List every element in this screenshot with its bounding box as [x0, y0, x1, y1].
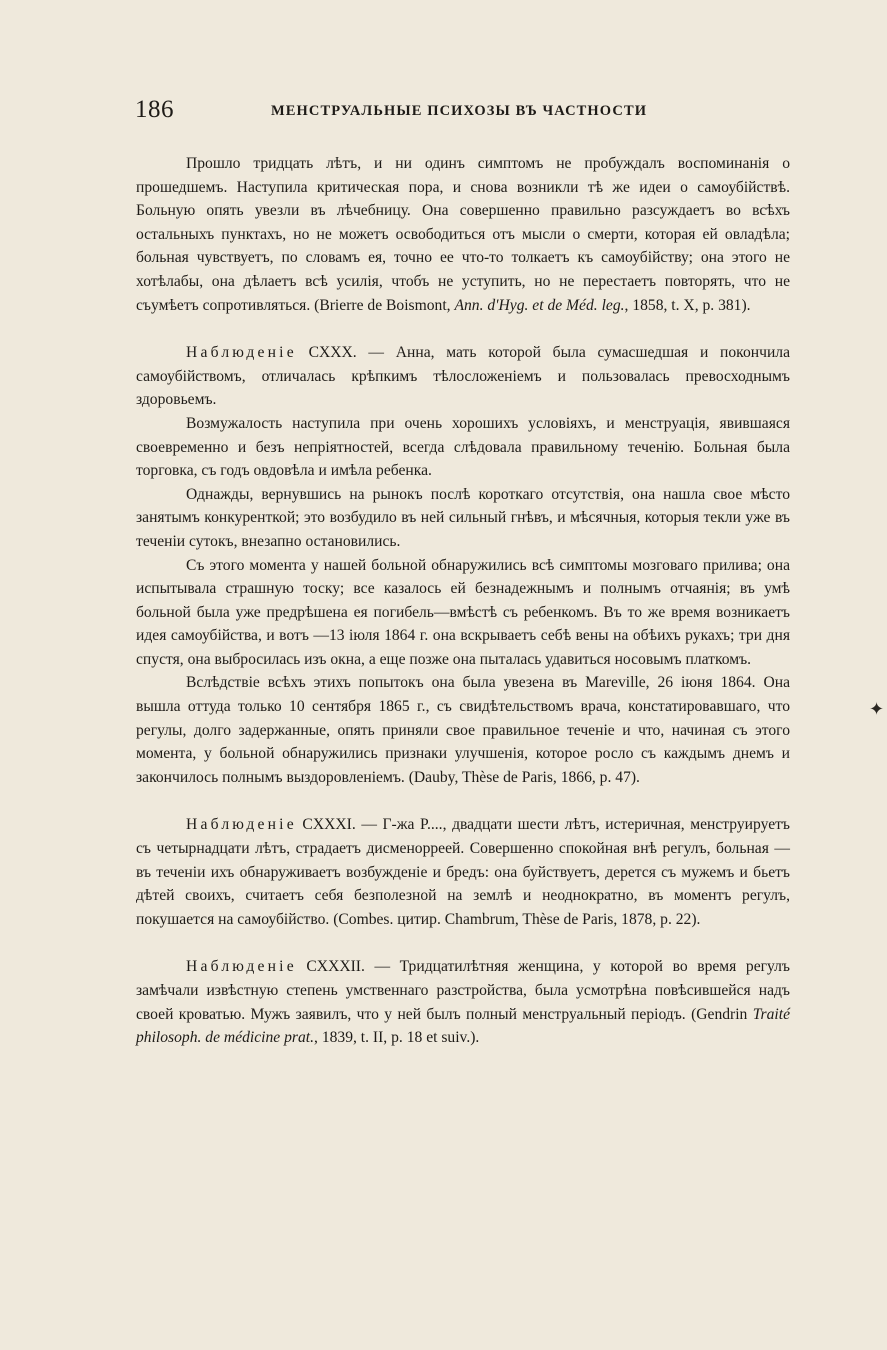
observation-label: Наблюденіе: [186, 958, 297, 976]
citation-title: Traité philosoph. de médicine prat.: [136, 1005, 790, 1047]
observation-label: Наблюденіе: [186, 344, 297, 362]
observation-label: Наблюденіе: [186, 816, 297, 834]
observation-text: CXXXII. — Тридцатилѣтняя женщина, у которой во время регулъ замѣчали извѣстную степень умственнаго разстройства, была усмотрѣна повѣсившейся надъ своей кроватью. Мужъ заявилъ, что у ней былъ полный менструальный періодъ. (Gendrin: [136, 958, 790, 1023]
paragraph-puberty: Возмужалость наступила при очень хорошихъ условіяхъ, и менструація, явившаяся своевременно и безъ непріятностей, всегда слѣдовала правильному теченію. Больная была торговка, съ годъ овдовѣла и имѣла ребенка.: [136, 414, 790, 480]
citation-details: , 1839, t. II, p. 18 et suiv.).: [314, 1029, 480, 1047]
running-title: МЕНСТРУАЛЬНЫЕ ПСИХОЗЫ ВЪ ЧАСТНОСТИ: [271, 103, 648, 119]
section-gap: [136, 789, 790, 813]
observation-text: CXXX. — Анна, мать которой была сумасшедшая и покончила самоубійствомъ, отличалась крѣпкимъ тѣлосложеніемъ и пользовалась превосходнымъ здоровьемъ.: [136, 344, 790, 409]
paragraph-intro: [136, 152, 790, 317]
section-gap: [136, 317, 790, 341]
running-head: [135, 96, 765, 128]
paragraph-recovery: Вслѣдствіе всѣхъ этихъ попытокъ она была увезена въ Mareville, 26 іюня 1864. Она вышла оттуда только 10 сентября 1865 г., съ свидѣтельствомъ врача, констатировавшаго, что регулы, долго задержанные, опять приняли свое правильное теченіе и что, начиная съ этого момента, у больной обнаружились признаки улучшенія, которое росло съ каждымъ днемъ и закончилось полнымъ выздоровленіемъ. (Dauby, Thèse de Paris, 1866, p. 47).: [136, 674, 790, 786]
body-text: [136, 152, 790, 1050]
page-number: 186: [135, 96, 174, 123]
citation-details: , 1858, t. X, p. 381).: [624, 296, 751, 314]
observation-130: [136, 341, 790, 412]
paragraph-text: Прошло тридцать лѣтъ, и ни одинъ симптомъ не пробуждалъ воспоминанія о прошедшемъ. Наступила критическая пора, и снова возникли тѣ же идеи о самоубійствѣ. Больную опять увезли въ лѣчебницу. Она совершенно правильно разсуждаетъ во всѣхъ остальныхъ пунктахъ, но не можетъ освободиться отъ мысли о смерти, которая ей овладѣла; больная чувствуетъ, по словамъ ея, точно ее что-то толкаетъ къ самоубійству; она этого не хотѣлабы, она дѣлаетъ всѣ усилія, чтобъ не уступить, но не перестаетъ повторять, что не съумѣетъ сопротивляться. (Brierre de Boismont,: [136, 155, 790, 314]
observation-132: [136, 955, 790, 1049]
citation-title: Ann. d'Hyg. et de Méd. leg.: [454, 296, 625, 314]
paragraph-market: Однажды, вернувшись на рынокъ послѣ короткаго отсутствія, она нашла свое мѣсто занятымъ конкуренткой; это возбудило въ ней сильный гнѣвъ, и мѣсячныя, которыя текли уже въ теченіи сутокъ, внезапно остановились.: [136, 485, 790, 550]
margin-mark: ✦: [869, 699, 885, 719]
observation-text: CXXXI. — Г-жа P...., двадцати шести лѣтъ, истеричная, менструируетъ съ четырнадцати лѣтъ, страдаетъ дисменорреей. Совершенно спокойная внѣ регулъ, больная — въ теченіи ихъ обнаруживаетъ возбужденіе и бредъ: она буйствуетъ, дерется съ мужемъ и бьетъ дѣтей своихъ, считаетъ себя безполезной на землѣ и неоднократно, въ моментъ регулъ, покушается на самоубійство. (Combes. цитир. Chambrum, Thèse de Paris, 1878, p. 22).: [136, 816, 790, 928]
observation-131: [136, 813, 790, 931]
paragraph-symptoms: Съ этого момента у нашей больной обнаружились всѣ симптомы мозговаго прилива; она испытывала страшную тоску; все казалось ей безнадежнымъ и полнымъ отчаянія; въ умѣ больной была уже предрѣшена ея погибель—вмѣстѣ съ ребенкомъ. Въ то же время возникаетъ идея самоубійства, и вотъ —13 іюля 1864 г. она вскрываетъ себѣ вены на обѣихъ рукахъ; три дня спустя, она выбросилась изъ окна, а еще позже она пыталась удавиться носовымъ платкомъ.: [136, 556, 790, 668]
section-gap: [136, 931, 790, 955]
